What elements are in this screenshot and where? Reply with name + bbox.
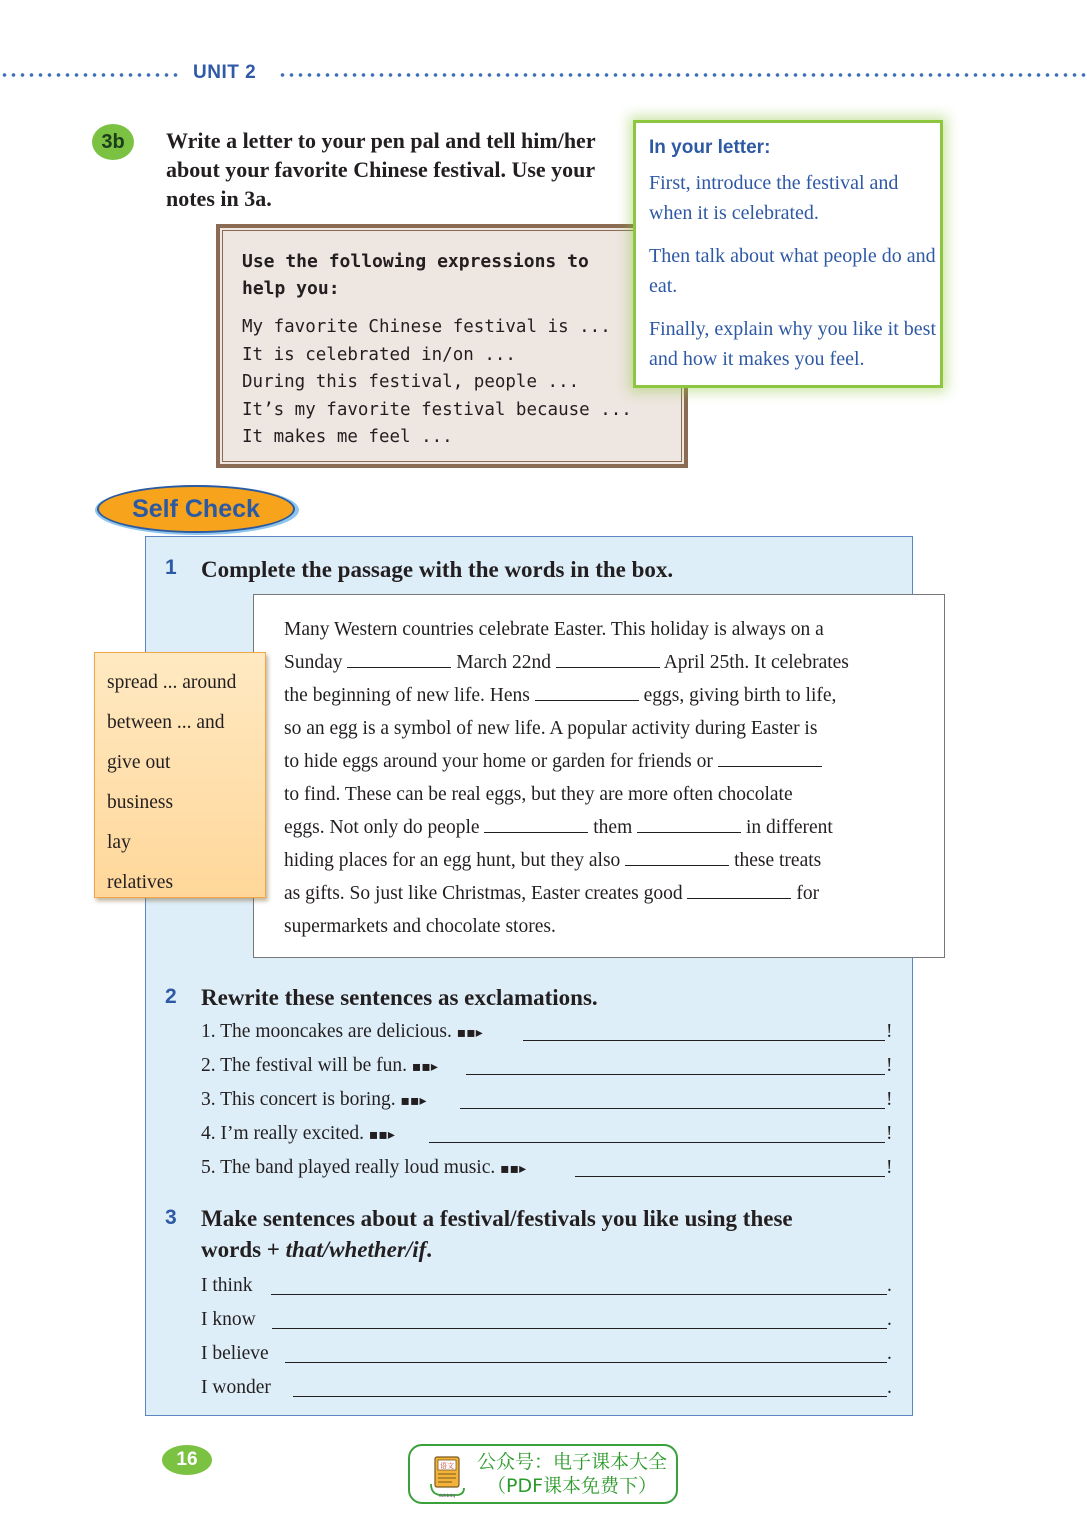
answer-blank[interactable] — [347, 648, 451, 669]
answer-line[interactable] — [429, 1142, 885, 1143]
word-box — [94, 652, 266, 898]
passage-line: to hide eggs around your home or garden for friends or — [284, 745, 924, 778]
answer-blank[interactable] — [535, 681, 639, 702]
expressions-list — [242, 314, 632, 452]
answer-line[interactable] — [575, 1176, 885, 1177]
exclamation-item: 4. I’m really excited. ▪▪▸ ! — [201, 1123, 893, 1144]
task-badge-3b: 3b — [92, 124, 134, 160]
sentence-list — [201, 1272, 893, 1402]
answer-line[interactable] — [466, 1074, 885, 1075]
answer-blank[interactable] — [625, 846, 729, 867]
letter-tip-paragraph: First, introduce the festival and when it is celebrated. — [649, 172, 899, 224]
passage-line: to find. These can be real eggs, but they are more often chocolate — [284, 784, 793, 805]
expression-item: My favorite Chinese festival is ... — [242, 317, 611, 337]
arrow-icon: ▪▪▸ — [456, 1025, 483, 1041]
header-dots-right — [278, 70, 1087, 80]
exclamation-list — [201, 1018, 893, 1188]
passage-line: Sunday March 22nd April 25th. It celebrates — [284, 646, 924, 679]
section-1-number: 1 — [165, 556, 177, 579]
section-3-title: Make sentences about a festival/festivals you like using these words + that/whether/if. — [201, 1206, 793, 1262]
arrow-icon: ▪▪▸ — [368, 1127, 395, 1143]
expression-item: It’s my favorite festival because ... — [242, 399, 632, 420]
word-option: spread ... around — [107, 672, 237, 693]
svg-text:语文: 语文 — [440, 1462, 454, 1470]
section-3-number: 3 — [165, 1206, 177, 1229]
word-option: give out — [107, 752, 171, 773]
answer-blank[interactable] — [484, 813, 588, 834]
passage-line: hiding places for an egg hunt, but they also these treats — [284, 844, 924, 877]
letter-tip-paragraph: Then talk about what people do and eat. — [649, 245, 936, 297]
passage-line: as gifts. So just like Christmas, Easter creates good for — [284, 877, 924, 910]
answer-line[interactable] — [285, 1362, 887, 1363]
exclamation-item: 5. The band played really loud music. ▪▪▸ ! — [201, 1157, 893, 1178]
expression-item: It is celebrated in/on ... — [242, 344, 516, 365]
answer-blank[interactable] — [556, 648, 660, 669]
passage-line: so an egg is a symbol of new life. A popular activity during Easter is — [284, 718, 818, 739]
passage-line: Many Western countries celebrate Easter. This holiday is always on a — [284, 619, 824, 640]
answer-blank[interactable] — [637, 813, 741, 834]
passage-line: the beginning of new life. Hens eggs, giving birth to life, — [284, 679, 924, 712]
answer-blank[interactable] — [718, 747, 822, 768]
task-3b-instruction: Write a letter to your pen pal and tell him/her about your favorite Chinese festival. Use your notes in 3a. — [166, 128, 596, 211]
answer-line[interactable] — [460, 1108, 885, 1109]
sentence-item: I believe . — [201, 1343, 892, 1364]
answer-line[interactable] — [272, 1328, 887, 1329]
sentence-item: I know . — [201, 1309, 892, 1330]
letter-tips-heading: In your letter: — [649, 137, 771, 158]
word-option: relatives — [107, 872, 174, 893]
expressions-title: Use the following expressions to help you: — [242, 251, 589, 299]
section-1-title: Complete the passage with the words in the box. — [201, 557, 674, 582]
page-number: 16 — [162, 1445, 212, 1475]
book-hand-icon — [428, 1454, 468, 1498]
expressions-box — [216, 224, 688, 468]
exclamation-item: 1. The mooncakes are delicious. ▪▪▸ ! — [201, 1021, 893, 1042]
answer-line[interactable] — [293, 1396, 887, 1397]
watermark-stamp — [408, 1444, 678, 1504]
word-option: lay — [107, 832, 131, 853]
self-check-title: Self Check — [97, 485, 295, 533]
unit-label: UNIT 2 — [193, 62, 257, 83]
word-option: between ... and — [107, 712, 225, 733]
svg-text:dzkbdq: dzkbdq — [438, 1494, 456, 1498]
section-2-number: 2 — [165, 985, 177, 1008]
passage-line: eggs. Not only do people them in different — [284, 811, 924, 844]
answer-line[interactable] — [271, 1294, 887, 1295]
sentence-item: I wonder . — [201, 1377, 892, 1398]
arrow-icon: ▪▪▸ — [500, 1161, 527, 1177]
watermark-text: 公众号：电子课本大全 （PDF课本免费下） — [476, 1451, 667, 1497]
arrow-icon: ▪▪▸ — [411, 1059, 438, 1075]
exclamation-item: 3. This concert is boring. ▪▪▸ ! — [201, 1089, 893, 1110]
passage-line: supermarkets and chocolate stores. — [284, 916, 556, 937]
answer-blank[interactable] — [687, 879, 791, 900]
sentence-item: I think . — [201, 1275, 892, 1296]
letter-tips-box — [633, 120, 943, 388]
expression-item: During this festival, people ... — [242, 372, 580, 392]
passage-box — [253, 594, 945, 958]
answer-line[interactable] — [523, 1040, 885, 1041]
exclamation-item: 2. The festival will be fun. ▪▪▸ ! — [201, 1055, 893, 1076]
section-2-title: Rewrite these sentences as exclamations. — [201, 985, 598, 1010]
letter-tip-paragraph: Finally, explain why you like it best and how it makes you feel. — [649, 318, 937, 370]
header-dots-left — [0, 70, 178, 80]
passage-text — [284, 613, 924, 943]
word-option: business — [107, 792, 174, 813]
arrow-icon: ▪▪▸ — [400, 1093, 427, 1109]
expression-item: It makes me feel ... — [242, 427, 453, 447]
